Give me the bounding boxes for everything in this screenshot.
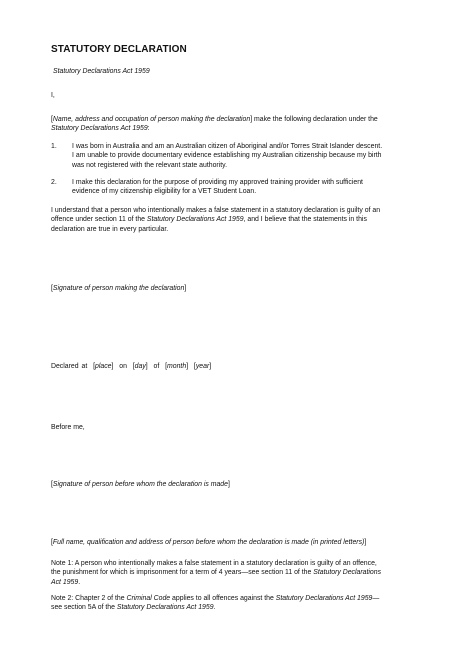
note-2-line-1b: applies to all offences against the	[170, 595, 276, 602]
signature-maker-line: [Signature of person making the declaration]	[51, 285, 187, 292]
note-1-act-ref-b: Act 1959	[51, 578, 79, 586]
item-2-line-2: evidence of my citizenship eligibility for a VET Student Loan.	[72, 188, 257, 196]
note-1-line-2a: the punishment for which is imprisonment for a term of 4 years—see section 11 of the	[51, 569, 314, 577]
intro-colon: :	[147, 125, 150, 133]
understand-line-3: declaration are true in every particular.	[51, 225, 169, 233]
of-label: of	[153, 363, 160, 370]
intro-paragraph	[51, 115, 421, 134]
item-2-line-1: I make this declaration for the purpose of providing my approved training provider with sufficient	[72, 179, 363, 186]
bracket-open: [	[51, 116, 53, 123]
on-label: on	[119, 363, 127, 370]
signature-maker-placeholder: Signature of person making the declaration	[52, 285, 185, 292]
item-1-number: 1.	[51, 143, 57, 150]
intro-text: ] make the following declaration under the	[250, 116, 378, 123]
item-1-line-2: I am unable to provide documentary evidence establishing my Australian citizenship because my birth	[72, 152, 382, 160]
understand-line-2b: , and I believe that the statements in this	[243, 216, 367, 224]
name-placeholder: Name, address and occupation of person making the declaration	[52, 116, 251, 123]
item-2-number: 2.	[51, 179, 57, 186]
act-subtitle: Statutory Declarations Act 1959	[53, 68, 150, 75]
note-1-act-ref-a: Statutory Declarations	[313, 569, 382, 577]
full-name-line: [Full name, qualification and address of person before whom the declaration is made (in printed letters)]	[51, 539, 367, 546]
signature-witness-line: [Signature of person before whom the declaration is made]	[51, 481, 230, 488]
understand-line-1: I understand that a person who intentionally makes a false statement in a statutory declaration is guilty of an	[51, 207, 381, 214]
understand-line-2a: offence under section 11 of the	[51, 216, 147, 224]
month-placeholder: month	[167, 363, 187, 370]
item-1-line-3: was not registered with the relevant state authority.	[72, 161, 227, 169]
note-2	[51, 594, 423, 613]
note-2-dash: —	[372, 595, 380, 602]
item-1-text	[72, 142, 422, 170]
note-2-act-ref-b: Statutory Declarations Act 1959	[116, 604, 214, 612]
intro-act-ref: Statutory Declarations Act 1959	[51, 125, 148, 133]
declared-at-label: Declared at	[51, 363, 88, 370]
place-placeholder: place	[95, 363, 112, 370]
full-name-placeholder: Full name, qualification and address of person before whom the declaration is made (in printed letters)	[52, 539, 365, 546]
note-2-line-2a: see section 5A of the	[51, 604, 117, 612]
year-placeholder: year	[195, 363, 210, 370]
item-2-text	[72, 178, 422, 197]
note-1-line-3b: .	[78, 578, 81, 586]
signature-witness-placeholder: Signature of person before whom the declaration is made	[52, 481, 228, 488]
document-title: STATUTORY DECLARATION	[51, 44, 187, 55]
note-1	[51, 559, 423, 587]
item-1-line-1: I was born in Australia and am an Australian citizen of Aboriginal and/or Torres Strait Islander descent.	[72, 143, 383, 150]
note-2-line-1a: Note 2: Chapter 2 of the	[51, 595, 127, 602]
note-1-line-1: Note 1: A person who intentionally makes a false statement in a statutory declaration is guilty of an offence,	[51, 560, 377, 567]
criminal-code-ref: Criminal Code	[126, 595, 171, 602]
day-placeholder: day	[134, 363, 146, 370]
note-2-act-ref-a: Statutory Declarations Act 1959	[275, 595, 373, 602]
understand-paragraph	[51, 206, 421, 234]
understand-act-ref: Statutory Declarations Act 1959	[146, 216, 244, 224]
before-me-line: Before me,	[51, 424, 85, 431]
declared-line: Declared at [place] on [day] of [month] [year]	[51, 363, 212, 370]
declarant-i-line: I,	[51, 92, 55, 99]
note-2-line-2b: .	[213, 604, 216, 612]
